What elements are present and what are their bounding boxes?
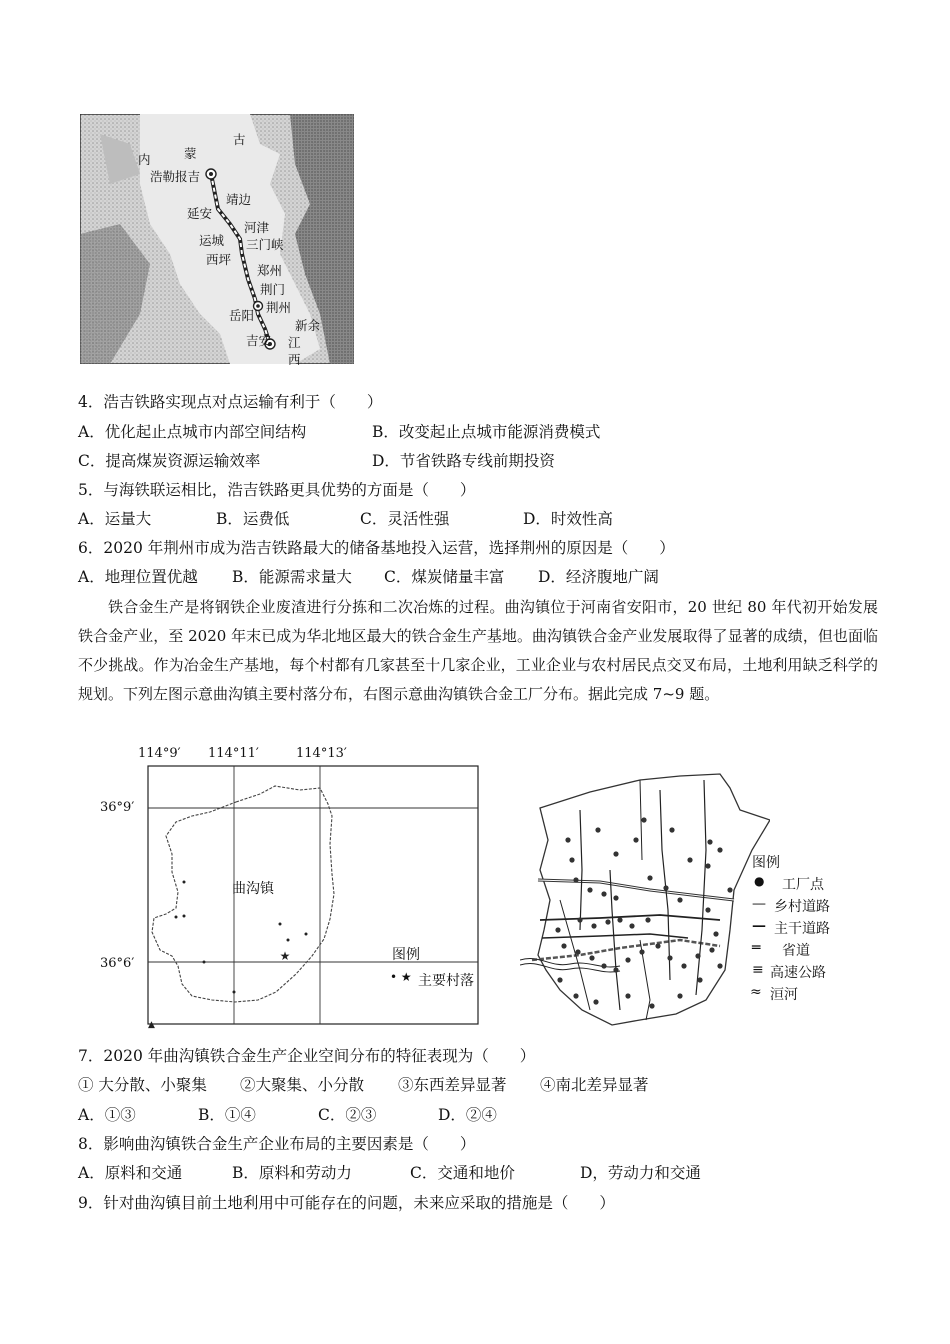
latitude-label-1: 36°9′ (100, 800, 135, 815)
q8-option-b: B．原料和劳动力 (232, 1164, 352, 1182)
svg-text:▲: ▲ (148, 1020, 155, 1030)
q5-option-c: C．灵活性强 (360, 510, 450, 528)
q5-option-d: D．时效性高 (523, 510, 613, 528)
legend-village-road-label: 乡村道路 (774, 899, 830, 915)
map-label-xiping: 西坪 (206, 252, 232, 267)
q5-option-b: B．运费低 (216, 510, 290, 528)
factory-legend-title: 图例 (752, 855, 780, 871)
q8-option-c: C．交通和地价 (410, 1164, 515, 1182)
legend-factory-symbol: ● (754, 874, 765, 888)
q7-option-a: A．①③ (78, 1106, 136, 1124)
village-map (100, 744, 490, 1034)
q7-option-c: C．②③ (318, 1106, 377, 1124)
question-5-stem: 5．与海铁联运相比，浩吉铁路更具优势的方面是（ ） (78, 481, 476, 499)
legend-village-road-symbol: — (752, 896, 766, 912)
map-label-hejin: 河津 (244, 220, 270, 235)
q7-feature-3: ③东西差异显著 (398, 1076, 507, 1094)
legend-main-road-label: 主干道路 (774, 921, 830, 937)
legend-river-label: 洹河 (770, 987, 798, 1003)
svg-text:★: ★ (279, 949, 291, 963)
longitude-label-2: 114°11′ (208, 746, 259, 761)
question-8-stem: 8．影响曲沟镇铁合金生产企业布局的主要因素是（ ） (78, 1135, 476, 1153)
passage-text: 铁合金生产是将钢铁企业废渣进行分拣和二次冶炼的过程。曲沟镇位于河南省安阳市，20 世纪 80 年代初开始发展铁合金产业，至 2020 年末已成为华北地区最大的铁合金生产基地。曲沟镇铁合金产业发展取得了显著的成绩，但也面临不少挑战。作为冶金生产基地，每个村都有几家甚至十几家企业，工业企业与农村居民点交叉布局，土地利用缺乏科学的规划。下列左图示意曲沟镇主要村落分布，右图示意曲沟镇铁合金工厂分布。据此完成 7~9 题。 (78, 598, 878, 703)
q7-feature-2: ②大聚集、小分散 (240, 1076, 365, 1094)
legend-factory-label: 工厂点 (782, 877, 824, 893)
q4-option-a: A．优化起止点城市内部空间结构 (78, 423, 307, 441)
railway-map (80, 114, 354, 367)
map-label-yanan: 延安 (187, 206, 213, 221)
map-label-gu: 古 (233, 132, 246, 147)
longitude-label-3: 114°13′ (296, 746, 347, 761)
q6-option-c: C．煤炭储量丰富 (384, 568, 505, 586)
factory-map (520, 770, 880, 1040)
legend-highway-label: 高速公路 (770, 965, 826, 981)
latitude-label-2: 36°6′ (100, 956, 135, 971)
map-label-jian: 吉安 (246, 333, 272, 348)
legend-provincial-road-label: 省道 (782, 943, 810, 959)
legend-highway-symbol: ≡ (752, 962, 764, 978)
longitude-label-1: 114°9′ (138, 746, 181, 761)
legend-main-road-symbol: — (752, 918, 766, 934)
map-label-jingzhou: 荆州 (266, 300, 292, 315)
map-label-xi: 西 (288, 352, 301, 367)
q7-feature-4: ④南北差异显著 (540, 1076, 649, 1094)
legend-provincial-road-symbol: ═ (752, 940, 761, 956)
q4-option-d: D．节省铁路专线前期投资 (372, 452, 555, 470)
village-legend-symbol: • ★ (390, 970, 412, 984)
q6-option-d: D．经济腹地广阔 (538, 568, 659, 586)
map-label-yueyang: 岳阳 (229, 308, 255, 323)
map-label-meng: 蒙 (184, 146, 197, 161)
village-legend-item: 主要村落 (418, 973, 474, 989)
map-label-sanmenxia: 三门峡 (246, 237, 284, 252)
map-label-nei: 内 (138, 152, 151, 167)
town-name: 曲沟镇 (232, 881, 274, 897)
q7-feature-1: ① 大分散、小聚集 (78, 1076, 207, 1094)
map-label-haolebaoji: 浩勒报吉 (150, 169, 201, 184)
q6-option-a: A．地理位置优越 (78, 568, 198, 586)
village-map-graphic (100, 744, 490, 1034)
q8-option-d: D，劳动力和交通 (580, 1164, 701, 1182)
map-label-jingbian: 靖边 (226, 192, 252, 207)
map-label-jiang: 江 (288, 335, 301, 350)
q6-option-b: B．能源需求量大 (232, 568, 352, 586)
question-7-stem: 7．2020 年曲沟镇铁合金生产企业空间分布的特征表现为（ ） (78, 1047, 536, 1065)
map-label-xinyu: 新余 (295, 318, 321, 333)
q4-option-b: B．改变起止点城市能源消费模式 (372, 423, 601, 441)
map-label-yuncheng: 运城 (199, 233, 225, 248)
question-6-stem: 6．2020 年荆州市成为浩吉铁路最大的储备基地投入运营，选择荆州的原因是（ ） (78, 539, 675, 557)
q7-option-b: B．①④ (198, 1106, 256, 1124)
q4-option-c: C．提高煤炭资源运输效率 (78, 452, 261, 470)
legend-river-symbol: ≈ (750, 984, 762, 1000)
factory-map-graphic (520, 770, 770, 1040)
map-label-zhengzhou: 郑州 (257, 263, 283, 278)
question-9-stem: 9．针对曲沟镇目前土地利用中可能存在的问题，未来应采取的措施是（ ） (78, 1194, 615, 1212)
q5-option-a: A．运量大 (78, 510, 152, 528)
village-legend-title: 图例 (392, 947, 420, 963)
question-4-stem: 4．浩吉铁路实现点对点运输有利于（ ） (78, 393, 383, 411)
q8-option-a: A．原料和交通 (78, 1164, 183, 1182)
map-label-jingmen: 荆门 (260, 282, 286, 297)
q7-option-d: D．②④ (438, 1106, 497, 1124)
